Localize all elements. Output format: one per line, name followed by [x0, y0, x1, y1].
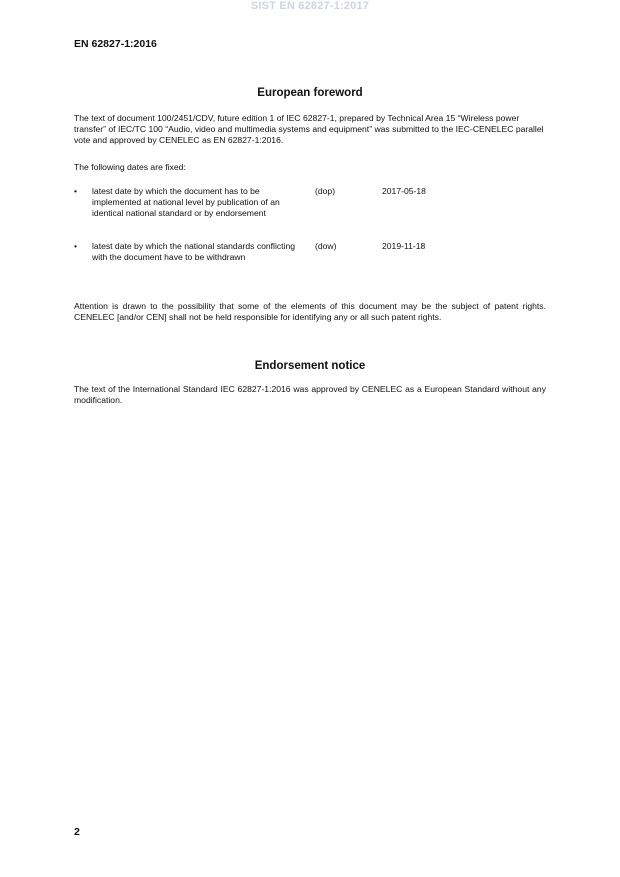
foreword-title: European foreword [257, 87, 363, 99]
patent-attention: Attention is drawn to the possibility that some of the elements of this document may be the subject of patent rights. CENELEC [and/or CEN] shall not be held responsible for identifying any or all such patent rights. [74, 301, 546, 322]
dates-intro: The following dates are fixed: [74, 162, 186, 172]
watermark: SIST EN 62827-1:2017 [250, 0, 370, 12]
date-item-text: latest date by which the national standards conflicting with the document have to be withdrawn [92, 241, 296, 262]
foreword-intro: The text of document 100/2451/CDV, future edition 1 of IEC 62827-1, prepared by Technical Area 15 “Wireless power transfer” of IEC/TC 100 “Audio, video and multimedia systems and equipment” was submitted to the IEC-CENELEC parallel vote and approved by CENELEC as EN 62827-1:2016. [74, 113, 544, 145]
date-item-text: latest date by which the document has to be implemented at national level by publication of an identical national standard or by endorsement [92, 186, 280, 218]
endorsement-title: Endorsement notice [254, 360, 366, 372]
date-item-date: 2019-11-18 [382, 241, 426, 251]
date-item-date: 2017-05-18 [382, 186, 426, 196]
bullet-icon: • [74, 241, 78, 251]
bullet-icon: • [74, 186, 78, 196]
document-id: EN 62827-1:2016 [74, 38, 157, 50]
date-item-code: (dow) [315, 241, 337, 251]
endorsement-text: The text of the International Standard IEC 62827-1:2016 was approved by CENELEC as a European Standard without any modification. [74, 384, 546, 405]
page-number: 2 [74, 826, 80, 838]
date-item-code: (dop) [315, 186, 336, 196]
